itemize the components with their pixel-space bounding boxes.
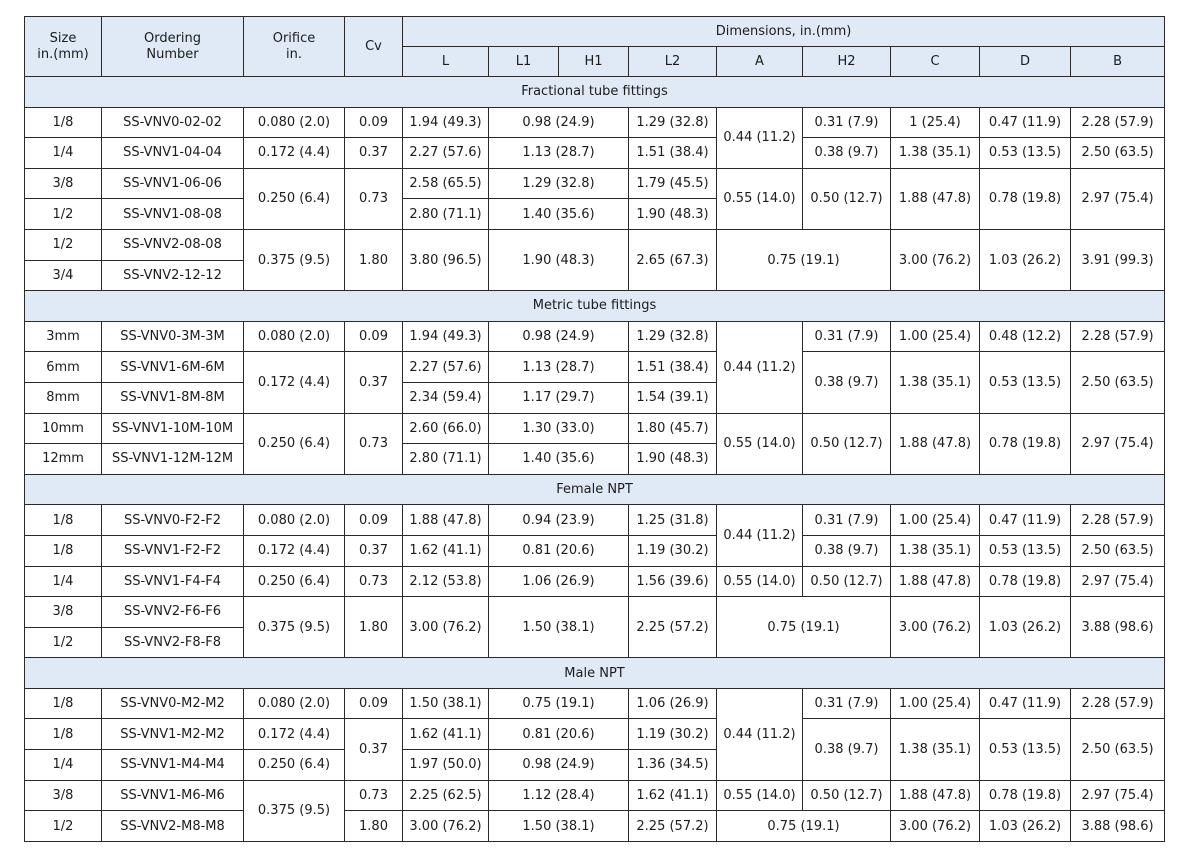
dim-c-cell: 1.88 (47.8) xyxy=(891,566,980,597)
dim-l-cell: 2.60 (66.0) xyxy=(403,413,489,444)
ordering-number-cell: SS-VNV1-M2-M2 xyxy=(102,719,244,750)
cv-cell: 1.80 xyxy=(345,597,403,658)
dim-h2-cell: 0.38 (9.7) xyxy=(803,719,891,780)
dim-l1-h1-cell: 1.50 (38.1) xyxy=(489,597,629,658)
dim-a-cell: 0.44 (11.2) xyxy=(717,321,803,413)
dim-b-cell: 2.28 (57.9) xyxy=(1071,688,1165,719)
orifice-header-line1: Orifice xyxy=(272,30,316,46)
size-cell: 1/4 xyxy=(25,566,102,597)
dim-d-cell: 0.78 (19.8) xyxy=(980,413,1071,474)
dim-d-cell: 1.03 (26.2) xyxy=(980,597,1071,658)
ordering-number-cell: SS-VNV1-04-04 xyxy=(102,138,244,169)
dim-d-cell: 0.48 (12.2) xyxy=(980,321,1071,352)
table-row xyxy=(25,138,1165,169)
dim-c-cell: 1.38 (35.1) xyxy=(891,535,980,566)
dim-d-cell: 1.03 (26.2) xyxy=(980,811,1071,842)
dim-d-cell: 0.53 (13.5) xyxy=(980,352,1071,413)
size-cell: 1/4 xyxy=(25,138,102,169)
ordering-number-header xyxy=(102,17,244,77)
dim-l-cell: 2.80 (71.1) xyxy=(403,199,489,230)
cv-cell: 0.09 xyxy=(345,505,403,536)
table-row xyxy=(25,413,1165,444)
dim-h2-cell: 0.31 (7.9) xyxy=(803,107,891,138)
dim-l2-cell: 1.90 (48.3) xyxy=(629,444,717,475)
table-row xyxy=(25,505,1165,536)
dim-a-cell: 0.55 (14.0) xyxy=(717,168,803,229)
valve-dimensions-table xyxy=(24,16,1165,842)
section-header-row xyxy=(25,77,1165,108)
table-row xyxy=(25,688,1165,719)
size-cell: 1/2 xyxy=(25,199,102,230)
dim-l2-cell: 1.29 (32.8) xyxy=(629,321,717,352)
dim-c-cell: 3.00 (76.2) xyxy=(891,597,980,658)
dim-a-cell: 0.44 (11.2) xyxy=(717,107,803,168)
dim-c-cell: 1.38 (35.1) xyxy=(891,719,980,780)
dim-d-cell: 0.53 (13.5) xyxy=(980,719,1071,780)
dim-l-cell: 2.12 (53.8) xyxy=(403,566,489,597)
dim-l2-cell: 2.25 (57.2) xyxy=(629,597,717,658)
dim-l1-h1-cell: 0.81 (20.6) xyxy=(489,535,629,566)
dim-a-cell: 0.75 (19.1) xyxy=(717,229,891,290)
section-header-row xyxy=(25,474,1165,505)
table-row xyxy=(25,321,1165,352)
dim-d-cell: 0.53 (13.5) xyxy=(980,535,1071,566)
dim-l1-h1-cell: 1.30 (33.0) xyxy=(489,413,629,444)
dim-header-b: B xyxy=(1071,47,1165,77)
dim-h2-cell: 0.38 (9.7) xyxy=(803,535,891,566)
dim-c-cell: 1 (25.4) xyxy=(891,107,980,138)
cv-cell: 0.73 xyxy=(345,780,403,811)
cv-cell: 0.37 xyxy=(345,719,403,780)
dim-h2-cell: 0.50 (12.7) xyxy=(803,780,891,811)
dim-header-h1: H1 xyxy=(559,47,629,77)
orifice-cell: 0.375 (9.5) xyxy=(244,597,345,658)
dim-l1-h1-cell: 1.13 (28.7) xyxy=(489,352,629,383)
size-cell: 3/8 xyxy=(25,597,102,628)
ordering-number-cell: SS-VNV1-06-06 xyxy=(102,168,244,199)
size-cell: 1/8 xyxy=(25,107,102,138)
dim-a-cell: 0.44 (11.2) xyxy=(717,688,803,780)
dim-l1-h1-cell: 1.40 (35.6) xyxy=(489,444,629,475)
cv-cell: 0.09 xyxy=(345,688,403,719)
dim-header-a: A xyxy=(717,47,803,77)
dim-l-cell: 2.27 (57.6) xyxy=(403,138,489,169)
ordering-number-cell: SS-VNV1-M6-M6 xyxy=(102,780,244,811)
dim-b-cell: 2.97 (75.4) xyxy=(1071,413,1165,474)
size-cell: 1/8 xyxy=(25,535,102,566)
table-row xyxy=(25,566,1165,597)
dim-d-cell: 1.03 (26.2) xyxy=(980,229,1071,290)
dim-b-cell: 2.50 (63.5) xyxy=(1071,535,1165,566)
size-cell: 3/8 xyxy=(25,168,102,199)
ordering-number-cell: SS-VNV1-8M-8M xyxy=(102,382,244,413)
dim-l1-h1-cell: 0.81 (20.6) xyxy=(489,719,629,750)
dim-l-cell: 2.34 (59.4) xyxy=(403,382,489,413)
dim-l2-cell: 1.80 (45.7) xyxy=(629,413,717,444)
dim-l-cell: 2.25 (62.5) xyxy=(403,780,489,811)
orifice-header-line2: in. xyxy=(286,46,302,62)
orifice-cell: 0.172 (4.4) xyxy=(244,138,345,169)
dim-l2-cell: 1.79 (45.5) xyxy=(629,168,717,199)
orifice-cell: 0.080 (2.0) xyxy=(244,107,345,138)
dim-l-cell: 3.00 (76.2) xyxy=(403,811,489,842)
dim-l-cell: 1.97 (50.0) xyxy=(403,750,489,781)
dim-l2-cell: 1.19 (30.2) xyxy=(629,719,717,750)
dim-l2-cell: 2.25 (57.2) xyxy=(629,811,717,842)
dim-l2-cell: 1.54 (39.1) xyxy=(629,382,717,413)
ordering-number-cell: SS-VNV0-02-02 xyxy=(102,107,244,138)
ordering-number-cell: SS-VNV1-08-08 xyxy=(102,199,244,230)
dim-l2-cell: 1.51 (38.4) xyxy=(629,352,717,383)
dim-l1-h1-cell: 0.98 (24.9) xyxy=(489,750,629,781)
size-cell: 1/2 xyxy=(25,229,102,260)
dim-header-h2: H2 xyxy=(803,47,891,77)
section-title: Female NPT xyxy=(25,474,1165,505)
table-row xyxy=(25,107,1165,138)
dim-l-cell: 1.62 (41.1) xyxy=(403,535,489,566)
orifice-cell: 0.250 (6.4) xyxy=(244,566,345,597)
size-header xyxy=(25,17,102,77)
dim-l1-h1-cell: 1.17 (29.7) xyxy=(489,382,629,413)
dim-l-cell: 1.88 (47.8) xyxy=(403,505,489,536)
ordering-number-cell: SS-VNV0-M2-M2 xyxy=(102,688,244,719)
dim-l2-cell: 1.56 (39.6) xyxy=(629,566,717,597)
dim-header-d: D xyxy=(980,47,1071,77)
dim-c-cell: 1.00 (25.4) xyxy=(891,321,980,352)
size-cell: 3mm xyxy=(25,321,102,352)
dim-l2-cell: 1.29 (32.8) xyxy=(629,107,717,138)
dim-l1-h1-cell: 0.98 (24.9) xyxy=(489,321,629,352)
dim-d-cell: 0.78 (19.8) xyxy=(980,780,1071,811)
dim-c-cell: 1.38 (35.1) xyxy=(891,352,980,413)
dim-h2-cell: 0.38 (9.7) xyxy=(803,352,891,413)
dim-b-cell: 2.28 (57.9) xyxy=(1071,321,1165,352)
dim-c-cell: 1.00 (25.4) xyxy=(891,505,980,536)
dim-c-cell: 1.88 (47.8) xyxy=(891,780,980,811)
table-body xyxy=(25,77,1165,842)
dim-l-cell: 2.27 (57.6) xyxy=(403,352,489,383)
dim-l-cell: 3.80 (96.5) xyxy=(403,229,489,290)
section-header-row xyxy=(25,658,1165,689)
cv-cell: 0.09 xyxy=(345,107,403,138)
cv-cell: 0.37 xyxy=(345,138,403,169)
cv-cell: 0.73 xyxy=(345,168,403,229)
orifice-cell: 0.172 (4.4) xyxy=(244,352,345,413)
dim-c-cell: 1.88 (47.8) xyxy=(891,168,980,229)
size-cell: 8mm xyxy=(25,382,102,413)
dim-b-cell: 2.28 (57.9) xyxy=(1071,505,1165,536)
size-header-line1: Size xyxy=(49,30,77,46)
table-row xyxy=(25,229,1165,260)
ordering-number-cell: SS-VNV2-F6-F6 xyxy=(102,597,244,628)
ordering-number-cell: SS-VNV1-10M-10M xyxy=(102,413,244,444)
section-header-row xyxy=(25,291,1165,322)
dim-h2-cell: 0.31 (7.9) xyxy=(803,505,891,536)
dim-c-cell: 1.38 (35.1) xyxy=(891,138,980,169)
cv-header: Cv xyxy=(345,17,403,77)
orifice-cell: 0.080 (2.0) xyxy=(244,505,345,536)
dim-l2-cell: 1.06 (26.9) xyxy=(629,688,717,719)
dim-b-cell: 3.88 (98.6) xyxy=(1071,597,1165,658)
dim-c-cell: 1.88 (47.8) xyxy=(891,413,980,474)
table-row xyxy=(25,597,1165,628)
dim-b-cell: 3.91 (99.3) xyxy=(1071,229,1165,290)
dim-l1-h1-cell: 1.50 (38.1) xyxy=(489,811,629,842)
cv-cell: 0.37 xyxy=(345,352,403,413)
dim-b-cell: 2.50 (63.5) xyxy=(1071,719,1165,780)
dim-l2-cell: 1.19 (30.2) xyxy=(629,535,717,566)
ordering-number-cell: SS-VNV1-F4-F4 xyxy=(102,566,244,597)
dim-l1-h1-cell: 0.98 (24.9) xyxy=(489,107,629,138)
orifice-header xyxy=(244,17,345,77)
section-title: Male NPT xyxy=(25,658,1165,689)
cv-cell: 1.80 xyxy=(345,811,403,842)
ordering-number-cell: SS-VNV2-08-08 xyxy=(102,229,244,260)
dim-l1-h1-cell: 0.94 (23.9) xyxy=(489,505,629,536)
dim-c-cell: 3.00 (76.2) xyxy=(891,811,980,842)
cv-cell: 1.80 xyxy=(345,229,403,290)
orifice-cell: 0.080 (2.0) xyxy=(244,321,345,352)
dim-l-cell: 2.80 (71.1) xyxy=(403,444,489,475)
dim-l2-cell: 1.51 (38.4) xyxy=(629,138,717,169)
dim-b-cell: 2.50 (63.5) xyxy=(1071,352,1165,413)
dim-a-cell: 0.75 (19.1) xyxy=(717,597,891,658)
ordering-header-line1: Ordering xyxy=(143,30,202,46)
dim-a-cell: 0.55 (14.0) xyxy=(717,566,803,597)
ordering-number-cell: SS-VNV1-6M-6M xyxy=(102,352,244,383)
size-header-line2: in.(mm) xyxy=(37,46,89,62)
dim-l1-h1-cell: 1.40 (35.6) xyxy=(489,199,629,230)
section-title: Metric tube fittings xyxy=(25,291,1165,322)
dim-l2-cell: 1.62 (41.1) xyxy=(629,780,717,811)
ordering-number-cell: SS-VNV1-F2-F2 xyxy=(102,535,244,566)
size-cell: 3/4 xyxy=(25,260,102,291)
ordering-number-cell: SS-VNV1-12M-12M xyxy=(102,444,244,475)
dim-a-cell: 0.44 (11.2) xyxy=(717,505,803,566)
size-cell: 6mm xyxy=(25,352,102,383)
ordering-number-cell: SS-VNV0-F2-F2 xyxy=(102,505,244,536)
dim-b-cell: 2.97 (75.4) xyxy=(1071,566,1165,597)
ordering-number-cell: SS-VNV0-3M-3M xyxy=(102,321,244,352)
cv-cell: 0.09 xyxy=(345,321,403,352)
dimensions-header: Dimensions, in.(mm) xyxy=(403,17,1165,47)
dim-header-l2: L2 xyxy=(629,47,717,77)
dim-h2-cell: 0.50 (12.7) xyxy=(803,566,891,597)
dim-b-cell: 2.50 (63.5) xyxy=(1071,138,1165,169)
size-cell: 1/4 xyxy=(25,750,102,781)
size-cell: 12mm xyxy=(25,444,102,475)
dim-d-cell: 0.47 (11.9) xyxy=(980,107,1071,138)
table-row xyxy=(25,780,1165,811)
size-cell: 3/8 xyxy=(25,780,102,811)
ordering-header-line2: Number xyxy=(146,46,199,62)
dim-h2-cell: 0.50 (12.7) xyxy=(803,168,891,229)
dim-c-cell: 1.00 (25.4) xyxy=(891,688,980,719)
table-row xyxy=(25,352,1165,383)
orifice-cell: 0.250 (6.4) xyxy=(244,413,345,474)
dim-l-cell: 2.58 (65.5) xyxy=(403,168,489,199)
size-cell: 1/2 xyxy=(25,811,102,842)
dim-l-cell: 1.50 (38.1) xyxy=(403,688,489,719)
table-row xyxy=(25,811,1165,842)
cv-cell: 0.73 xyxy=(345,413,403,474)
dim-l2-cell: 2.65 (67.3) xyxy=(629,229,717,290)
dim-a-cell: 0.55 (14.0) xyxy=(717,413,803,474)
dim-d-cell: 0.78 (19.8) xyxy=(980,168,1071,229)
dim-h2-cell: 0.31 (7.9) xyxy=(803,321,891,352)
orifice-cell: 0.250 (6.4) xyxy=(244,750,345,781)
dim-l1-h1-cell: 0.75 (19.1) xyxy=(489,688,629,719)
dim-d-cell: 0.47 (11.9) xyxy=(980,505,1071,536)
dim-l-cell: 1.62 (41.1) xyxy=(403,719,489,750)
size-cell: 1/8 xyxy=(25,719,102,750)
dim-a-cell: 0.75 (19.1) xyxy=(717,811,891,842)
dim-l2-cell: 1.36 (34.5) xyxy=(629,750,717,781)
size-cell: 1/8 xyxy=(25,505,102,536)
size-cell: 1/8 xyxy=(25,688,102,719)
dim-h2-cell: 0.31 (7.9) xyxy=(803,688,891,719)
ordering-number-cell: SS-VNV2-M8-M8 xyxy=(102,811,244,842)
orifice-cell: 0.172 (4.4) xyxy=(244,535,345,566)
dim-header-c: C xyxy=(891,47,980,77)
dim-l1-h1-cell: 1.29 (32.8) xyxy=(489,168,629,199)
dim-d-cell: 0.53 (13.5) xyxy=(980,138,1071,169)
dim-l2-cell: 1.25 (31.8) xyxy=(629,505,717,536)
dim-l-cell: 3.00 (76.2) xyxy=(403,597,489,658)
dim-b-cell: 3.88 (98.6) xyxy=(1071,811,1165,842)
dim-c-cell: 3.00 (76.2) xyxy=(891,229,980,290)
dim-d-cell: 0.78 (19.8) xyxy=(980,566,1071,597)
dim-b-cell: 2.28 (57.9) xyxy=(1071,107,1165,138)
section-title: Fractional tube fittings xyxy=(25,77,1165,108)
size-cell: 1/2 xyxy=(25,627,102,658)
orifice-cell: 0.250 (6.4) xyxy=(244,168,345,229)
dim-header-l: L xyxy=(403,47,489,77)
dim-header-l1: L1 xyxy=(489,47,559,77)
dim-h2-cell: 0.38 (9.7) xyxy=(803,138,891,169)
dim-l-cell: 1.94 (49.3) xyxy=(403,321,489,352)
orifice-cell: 0.080 (2.0) xyxy=(244,688,345,719)
dim-l1-h1-cell: 1.06 (26.9) xyxy=(489,566,629,597)
dim-l1-h1-cell: 1.90 (48.3) xyxy=(489,229,629,290)
ordering-number-cell: SS-VNV2-12-12 xyxy=(102,260,244,291)
cv-cell: 0.73 xyxy=(345,566,403,597)
dim-l1-h1-cell: 1.13 (28.7) xyxy=(489,138,629,169)
orifice-cell: 0.375 (9.5) xyxy=(244,229,345,290)
orifice-cell: 0.172 (4.4) xyxy=(244,719,345,750)
dim-d-cell: 0.47 (11.9) xyxy=(980,688,1071,719)
dim-b-cell: 2.97 (75.4) xyxy=(1071,780,1165,811)
dim-b-cell: 2.97 (75.4) xyxy=(1071,168,1165,229)
dim-a-cell: 0.55 (14.0) xyxy=(717,780,803,811)
dim-l1-h1-cell: 1.12 (28.4) xyxy=(489,780,629,811)
dim-l-cell: 1.94 (49.3) xyxy=(403,107,489,138)
dim-l2-cell: 1.90 (48.3) xyxy=(629,199,717,230)
size-cell: 10mm xyxy=(25,413,102,444)
ordering-number-cell: SS-VNV1-M4-M4 xyxy=(102,750,244,781)
cv-cell: 0.37 xyxy=(345,535,403,566)
dim-h2-cell: 0.50 (12.7) xyxy=(803,413,891,474)
orifice-cell: 0.375 (9.5) xyxy=(244,780,345,841)
table-row xyxy=(25,168,1165,199)
table-row xyxy=(25,719,1165,750)
table-row xyxy=(25,535,1165,566)
ordering-number-cell: SS-VNV2-F8-F8 xyxy=(102,627,244,658)
